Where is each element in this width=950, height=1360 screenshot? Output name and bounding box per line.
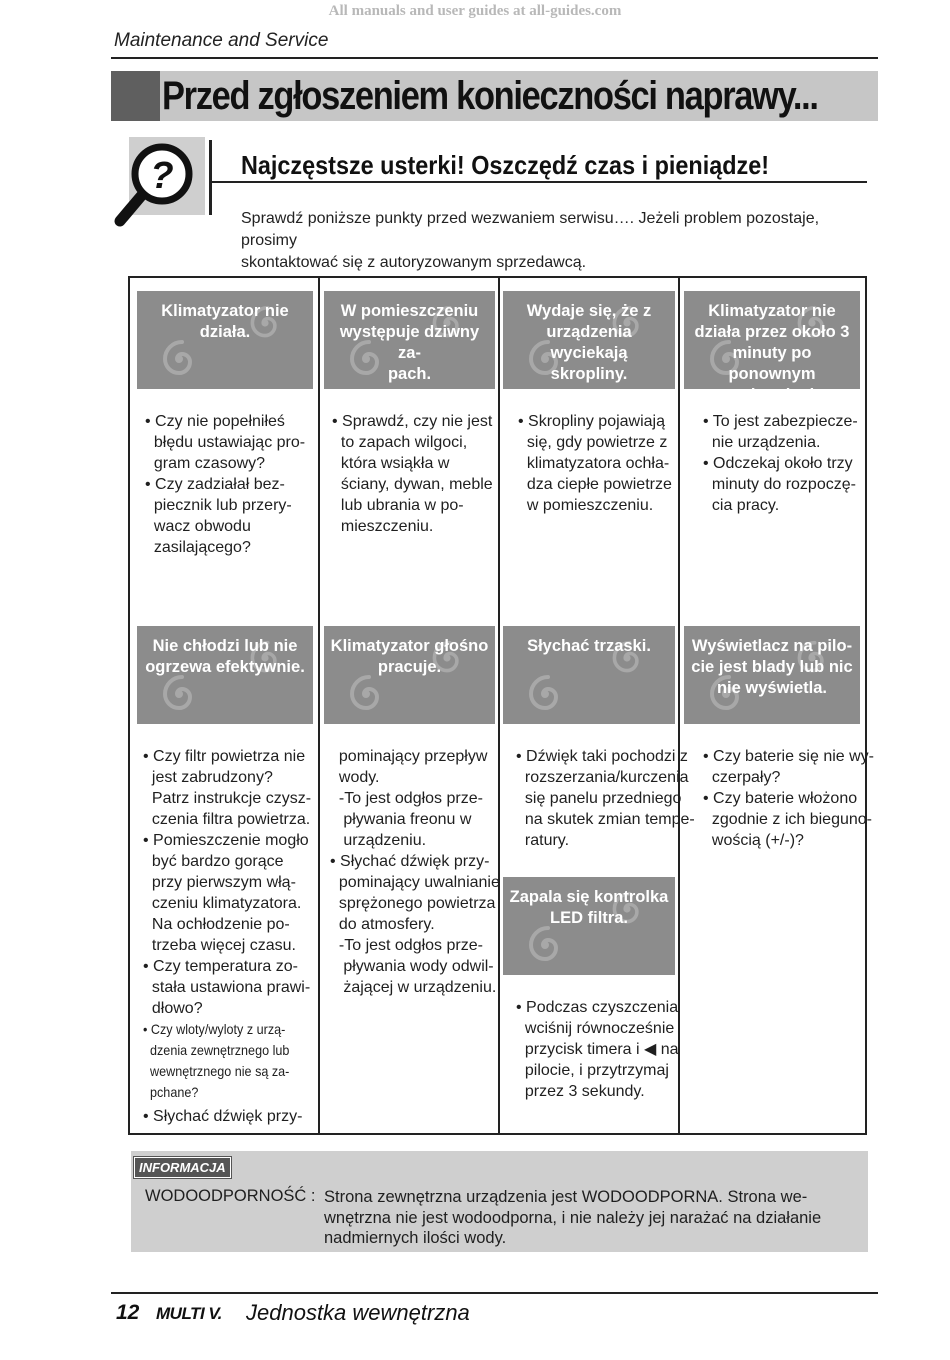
problem-header-box (684, 626, 860, 724)
answer-line: • Czy filtr powietrza nie (143, 748, 306, 765)
brand-logo: MULTI V. (156, 1304, 222, 1323)
answer-line: przy pierwszym włą- (143, 874, 296, 891)
answer-line: dzenia zewnętrznego lub (143, 1042, 290, 1058)
answer-line: minuty do rozpoczę- (703, 476, 856, 493)
problem-header-line: Zapala się kontrolka (509, 888, 669, 906)
problem-header-box (137, 626, 313, 724)
answer-line: • To jest zabezpiecze- (703, 413, 858, 430)
footer-divider (111, 1292, 878, 1294)
answer-line: wością (+/-)? (703, 832, 804, 849)
problem-header-text (684, 301, 860, 406)
information-badge: INFORMACJA (134, 1157, 231, 1178)
problem-header-box (324, 291, 495, 389)
problem-header-line: nie wyświetla. (716, 679, 828, 697)
information-key: WODOODPORNOŚĆ : (145, 1187, 316, 1205)
answer-line: zasilającego? (145, 539, 251, 556)
problem-header-line: LED filtra. (550, 909, 628, 927)
spiral-decoration-icon (525, 925, 565, 965)
problem-header-line: Klimatyzator nie (161, 302, 289, 320)
problem-header-line: urządzenia wyciekają (546, 323, 632, 362)
problem-header-text (503, 301, 675, 385)
problem-header-line: cie jest blady lub nic (691, 658, 853, 676)
answer-text (703, 411, 858, 516)
answer-line: • Sprawdź, czy nie jest (332, 413, 493, 430)
answer-text (516, 997, 679, 1102)
answer-line: -To jest odgłos prze- (330, 790, 483, 807)
answer-line: czenia filtra powietrza. (143, 811, 311, 828)
answer-line: rozszerzania/kurczenia (516, 769, 689, 786)
problem-header-text (324, 636, 495, 678)
answer-line: czerpały? (703, 769, 781, 786)
answer-line: wacz obwodu (145, 518, 251, 535)
answer-line: • Odczekaj około trzy (703, 455, 853, 472)
intro-line: Sprawdź poniższe punkty przed wezwaniem serwisu…. Jeżeli problem pozostaje, prosimy (241, 210, 820, 249)
answer-line: żającej w urządzeniu. (330, 979, 497, 996)
problem-header-box (503, 626, 675, 724)
subtitle-divider (212, 181, 867, 183)
answer-line: • Czy nie popełniłeś (145, 413, 285, 430)
problem-header-box (503, 877, 675, 975)
top-divider (111, 57, 878, 59)
answer-line: • Czy baterie się nie wy- (703, 748, 874, 765)
answer-line: czeniu klimatyzatora. (143, 895, 302, 912)
problem-header-box (324, 626, 495, 724)
answer-text (330, 746, 500, 998)
answer-line: pilocie, i przytrzymaj (516, 1062, 669, 1079)
answer-line: pominający uwalnianie (330, 874, 500, 891)
answer-text (332, 411, 493, 537)
answer-line: to zapach wilgoci, (332, 434, 468, 451)
problem-header-line: działa przez około 3 (694, 323, 850, 341)
answer-line: się, gdy powietrze z (518, 434, 668, 451)
answer-line: • Czy wloty/wyloty z urzą- (143, 1021, 286, 1037)
answer-text (143, 1019, 306, 1103)
answer-line: sprężonego powietrza (330, 895, 496, 912)
problem-header-text (137, 301, 313, 343)
answer-line: wciśnij równocześnie (516, 1020, 675, 1037)
page-number: 12 (116, 1301, 140, 1324)
answer-line: • Podczas czyszczenia (516, 999, 679, 1016)
answer-line: mieszczeniu. (332, 518, 434, 535)
answer-line: • Słychać dźwięk przy- (143, 1108, 303, 1125)
problem-header-text (324, 301, 495, 385)
page-title: Przed zgłoszeniem konieczności naprawy... (162, 74, 818, 118)
problem-header-text (137, 636, 313, 678)
answer-line: Patrz instrukcje czysz- (143, 790, 312, 807)
answer-line: przycisk timera i ◀ na (516, 1041, 679, 1058)
problem-header-line: pach. (387, 365, 432, 383)
answer-line: Na ochłodzenie po- (143, 916, 290, 933)
answer-line: błędu ustawiając pro- (145, 434, 306, 451)
problem-header-line: Klimatyzator głośno (330, 637, 489, 655)
problem-header-line: Wydaje się, że z (526, 302, 652, 320)
answer-line: pływania freonu w (330, 811, 472, 828)
information-line: Strona zewnętrzna urządzenia jest WODOODPORNA. Strona we- (324, 1188, 808, 1206)
question-magnifier-icon (112, 137, 212, 232)
information-line: wnętrzna nie jest wodoodporna, i nie należy jej narażać na działanie (324, 1208, 822, 1227)
answer-line: być bardzo gorące (143, 853, 284, 870)
information-line: nadmiernych ilości wody. (324, 1229, 507, 1247)
answer-line: na skutek zmian tempe- (516, 811, 695, 828)
answer-line: • Słychać dźwięk przy- (330, 853, 490, 870)
answer-line: • Dźwięk taki pochodzi z (516, 748, 688, 765)
answer-text (703, 746, 874, 851)
answer-line: ściany, dywan, meble (332, 476, 493, 493)
answer-line: do atmosfery. (330, 916, 435, 933)
watermark: All manuals and user guides at all-guides.com (328, 3, 622, 19)
answer-line: • Czy baterie włożono (703, 790, 858, 807)
answer-line: jest zabrudzony? (143, 769, 273, 786)
answer-text (516, 746, 695, 851)
problem-header-line: Klimatyzator nie (708, 302, 836, 320)
title-accent-block (111, 71, 160, 121)
problem-header-box (503, 291, 675, 389)
answer-line: klimatyzatora ochła- (518, 455, 670, 472)
problem-header-line: Wyświetlacz na pilo- (691, 637, 853, 655)
intro-text (241, 208, 867, 274)
answer-line: stała ustawiona prawi- (143, 979, 311, 996)
answer-line: cia pracy. (703, 497, 780, 514)
answer-line: się panelu przedniego (516, 790, 682, 807)
problem-header-line: działa. (199, 323, 251, 341)
answer-line: • Czy zadziałał bez- (145, 476, 285, 493)
answer-line: gram czasowy? (145, 455, 266, 472)
subtitle-vertical-rule (209, 140, 212, 215)
column-divider (498, 276, 500, 1135)
answer-line: przez 3 sekundy. (516, 1083, 645, 1100)
answer-line: ratury. (516, 832, 570, 849)
problem-header-line: uruchomieniu. (715, 386, 829, 404)
answer-line: urządzeniu. (330, 832, 427, 849)
problem-header-box (684, 291, 860, 404)
problem-header-text (684, 636, 860, 699)
footer-title: Jednostka wewnętrzna (246, 1300, 470, 1325)
answer-line: • Pomieszczenie mogło (143, 832, 309, 849)
answer-line: trzeba więcej czasu. (143, 937, 296, 954)
problem-header-text (503, 887, 675, 929)
problem-header-box (137, 291, 313, 389)
column-divider (318, 276, 320, 1135)
answer-line: dłowo? (143, 1000, 203, 1017)
spiral-decoration-icon (346, 674, 386, 714)
answer-line: pominający przepływ (330, 748, 488, 765)
problem-header-line: ogrzewa efektywnie. (145, 658, 305, 676)
answer-line: która wsiąkła w (332, 455, 450, 472)
answer-line: nie urządzenia. (703, 434, 821, 451)
problem-header-line: Słychać trzaski. (527, 637, 651, 655)
spiral-decoration-icon (159, 674, 199, 714)
answer-line: piecznik lub przery- (145, 497, 292, 514)
intro-line: skontaktować się z autoryzowanym sprzedawcą. (241, 254, 587, 271)
answer-line: dza ciepłe powietrze (518, 476, 672, 493)
answer-line: w pomieszczeniu. (518, 497, 654, 514)
subtitle: Najczęstsze usterki! Oszczędź czas i pieniądze! (241, 150, 770, 180)
answer-line: zgodnie z ich bieguno- (703, 811, 872, 828)
information-value (324, 1187, 844, 1249)
section-label: Maintenance and Service (114, 30, 329, 51)
problem-header-line: minuty po ponownym (728, 344, 816, 383)
answer-line: wody. (330, 769, 380, 786)
answer-line: lub ubrania w po- (332, 497, 464, 514)
answer-line: pchane? (143, 1084, 199, 1100)
spiral-decoration-icon (525, 674, 565, 714)
answer-line: pływania wody odwil- (330, 958, 494, 975)
answer-line: -To jest odgłos prze- (330, 937, 483, 954)
problem-header-line: pracuje. (377, 658, 442, 676)
answer-text (518, 411, 672, 516)
problem-header-line: W pomieszczeniu (340, 302, 479, 320)
problem-header-line: Nie chłodzi lub nie (152, 637, 298, 655)
problem-header-line: skropliny. (550, 365, 628, 383)
problem-header-text (503, 636, 675, 657)
problem-header-line: występuje dziwny za- (339, 323, 480, 362)
answer-line: • Czy temperatura zo- (143, 958, 298, 975)
answer-text (145, 411, 305, 558)
answer-text (143, 746, 311, 1019)
spiral-decoration-icon (159, 339, 199, 379)
answer-text (143, 1106, 302, 1127)
answer-line: wewnętrznego nie są za- (143, 1063, 290, 1079)
answer-line: • Skropliny pojawiają (518, 413, 666, 430)
svg-text:?: ? (150, 155, 174, 197)
